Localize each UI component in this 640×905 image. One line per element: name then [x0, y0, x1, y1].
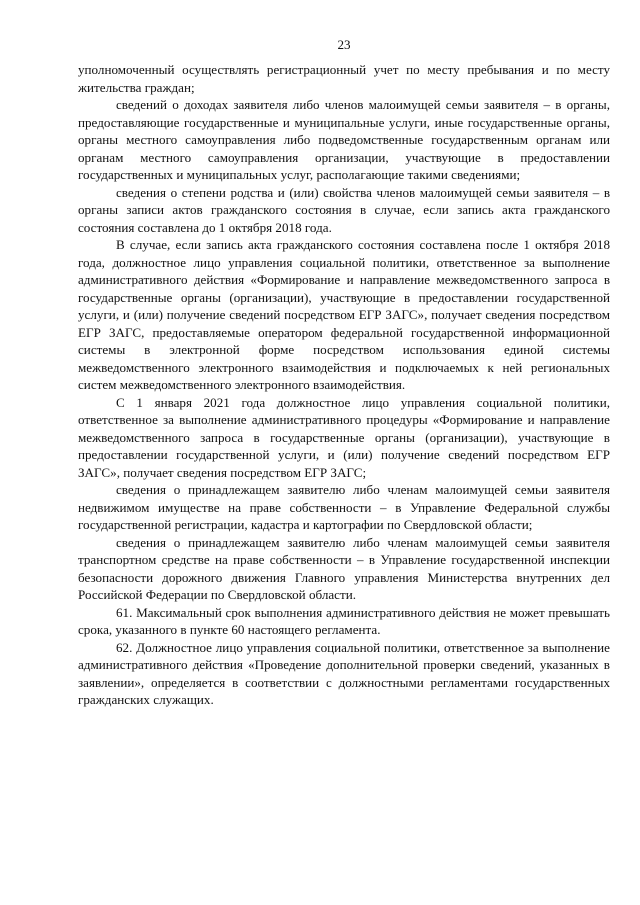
paragraph-kinship-info: сведения о степени родства и (или) свойства членов малоимущей семьи заявителя – в органы записи актов гражданского состояния в случае, если запись акта гражданского состояния составлена до 1 октября 2018 года.	[78, 184, 610, 235]
paragraph-item-61: 61. Максимальный срок выполнения административного действия не может превышать срока, указанного в пункте 60 настоящего регламента.	[78, 604, 610, 637]
paragraph-income-info: сведений о доходах заявителя либо членов малоимущей семьи заявителя – в органы, предоставляющие государственные и муниципальные услуги, иные государственные органы, органы местного самоуправления либо подведомственные государственным органам или органам местного самоуправления организации, участвующие в предоставлении государственных и муниципальных услуг, располагающие такими сведениями;	[78, 97, 610, 182]
paragraph-real-estate-info: сведения о принадлежащем заявителю либо членам малоимущей семьи заявителя недвижимом имуществе на праве собственности – в Управление Федеральной службы государственной регистрации, кадастра и картографии по Свердловской области;	[78, 482, 610, 532]
paragraph-egr-zags-2021: С 1 января 2021 года должностное лицо управления социальной политики, ответственное за выполнение административного процедуры «Формирование и направление межведомственного запроса в государственные органы (организации), участвующие в предоставлении государственной услуги, и (или) получение сведений посредством ЕГР ЗАГС», получает сведения посредством ЕГР ЗАГС;	[78, 394, 610, 480]
paragraph-vehicle-info: сведения о принадлежащем заявителю либо членам малоимущей семьи заявителя транспортном средстве на праве собственности – в Управление государственной инспекции безопасности дорожного движения Главного управления Министерства внутренних дел Российской Федерации по Свердловской области.	[78, 534, 610, 602]
document-page	[78, 36, 610, 709]
page-number: 23	[337, 37, 351, 52]
paragraph-item-62: 62. Должностное лицо управления социальной политики, ответственное за выполнение административного действия «Проведение дополнительной проверки сведений, указанных в заявлении», определяется в соответствии с должностными регламентами государственных гражданских служащих.	[78, 639, 610, 707]
paragraph-continuation: уполномоченный осуществлять регистрационный учет по месту пребывания и по месту жительства граждан;	[78, 62, 610, 95]
paragraph-egr-zags-after-2018: В случае, если запись акта гражданского состояния составлена после 1 октября 2018 года, должностное лицо управления социальной политики, ответственное за выполнение административного действия «Формирование и направление межведомственного запроса в государственные органы (организации), участвующие в предоставлении государственной услуги, и (или) получение сведений посредством ЕГР ЗАГС», получает сведения посредством ЕГР ЗАГС, предоставляемые оператором федеральной государственной информационной системы в электронной форме посредством использования единой системы межведомственного электронного взаимодействия и подключаемых к ней региональных систем межведомственного электронного взаимодействия.	[78, 237, 610, 392]
